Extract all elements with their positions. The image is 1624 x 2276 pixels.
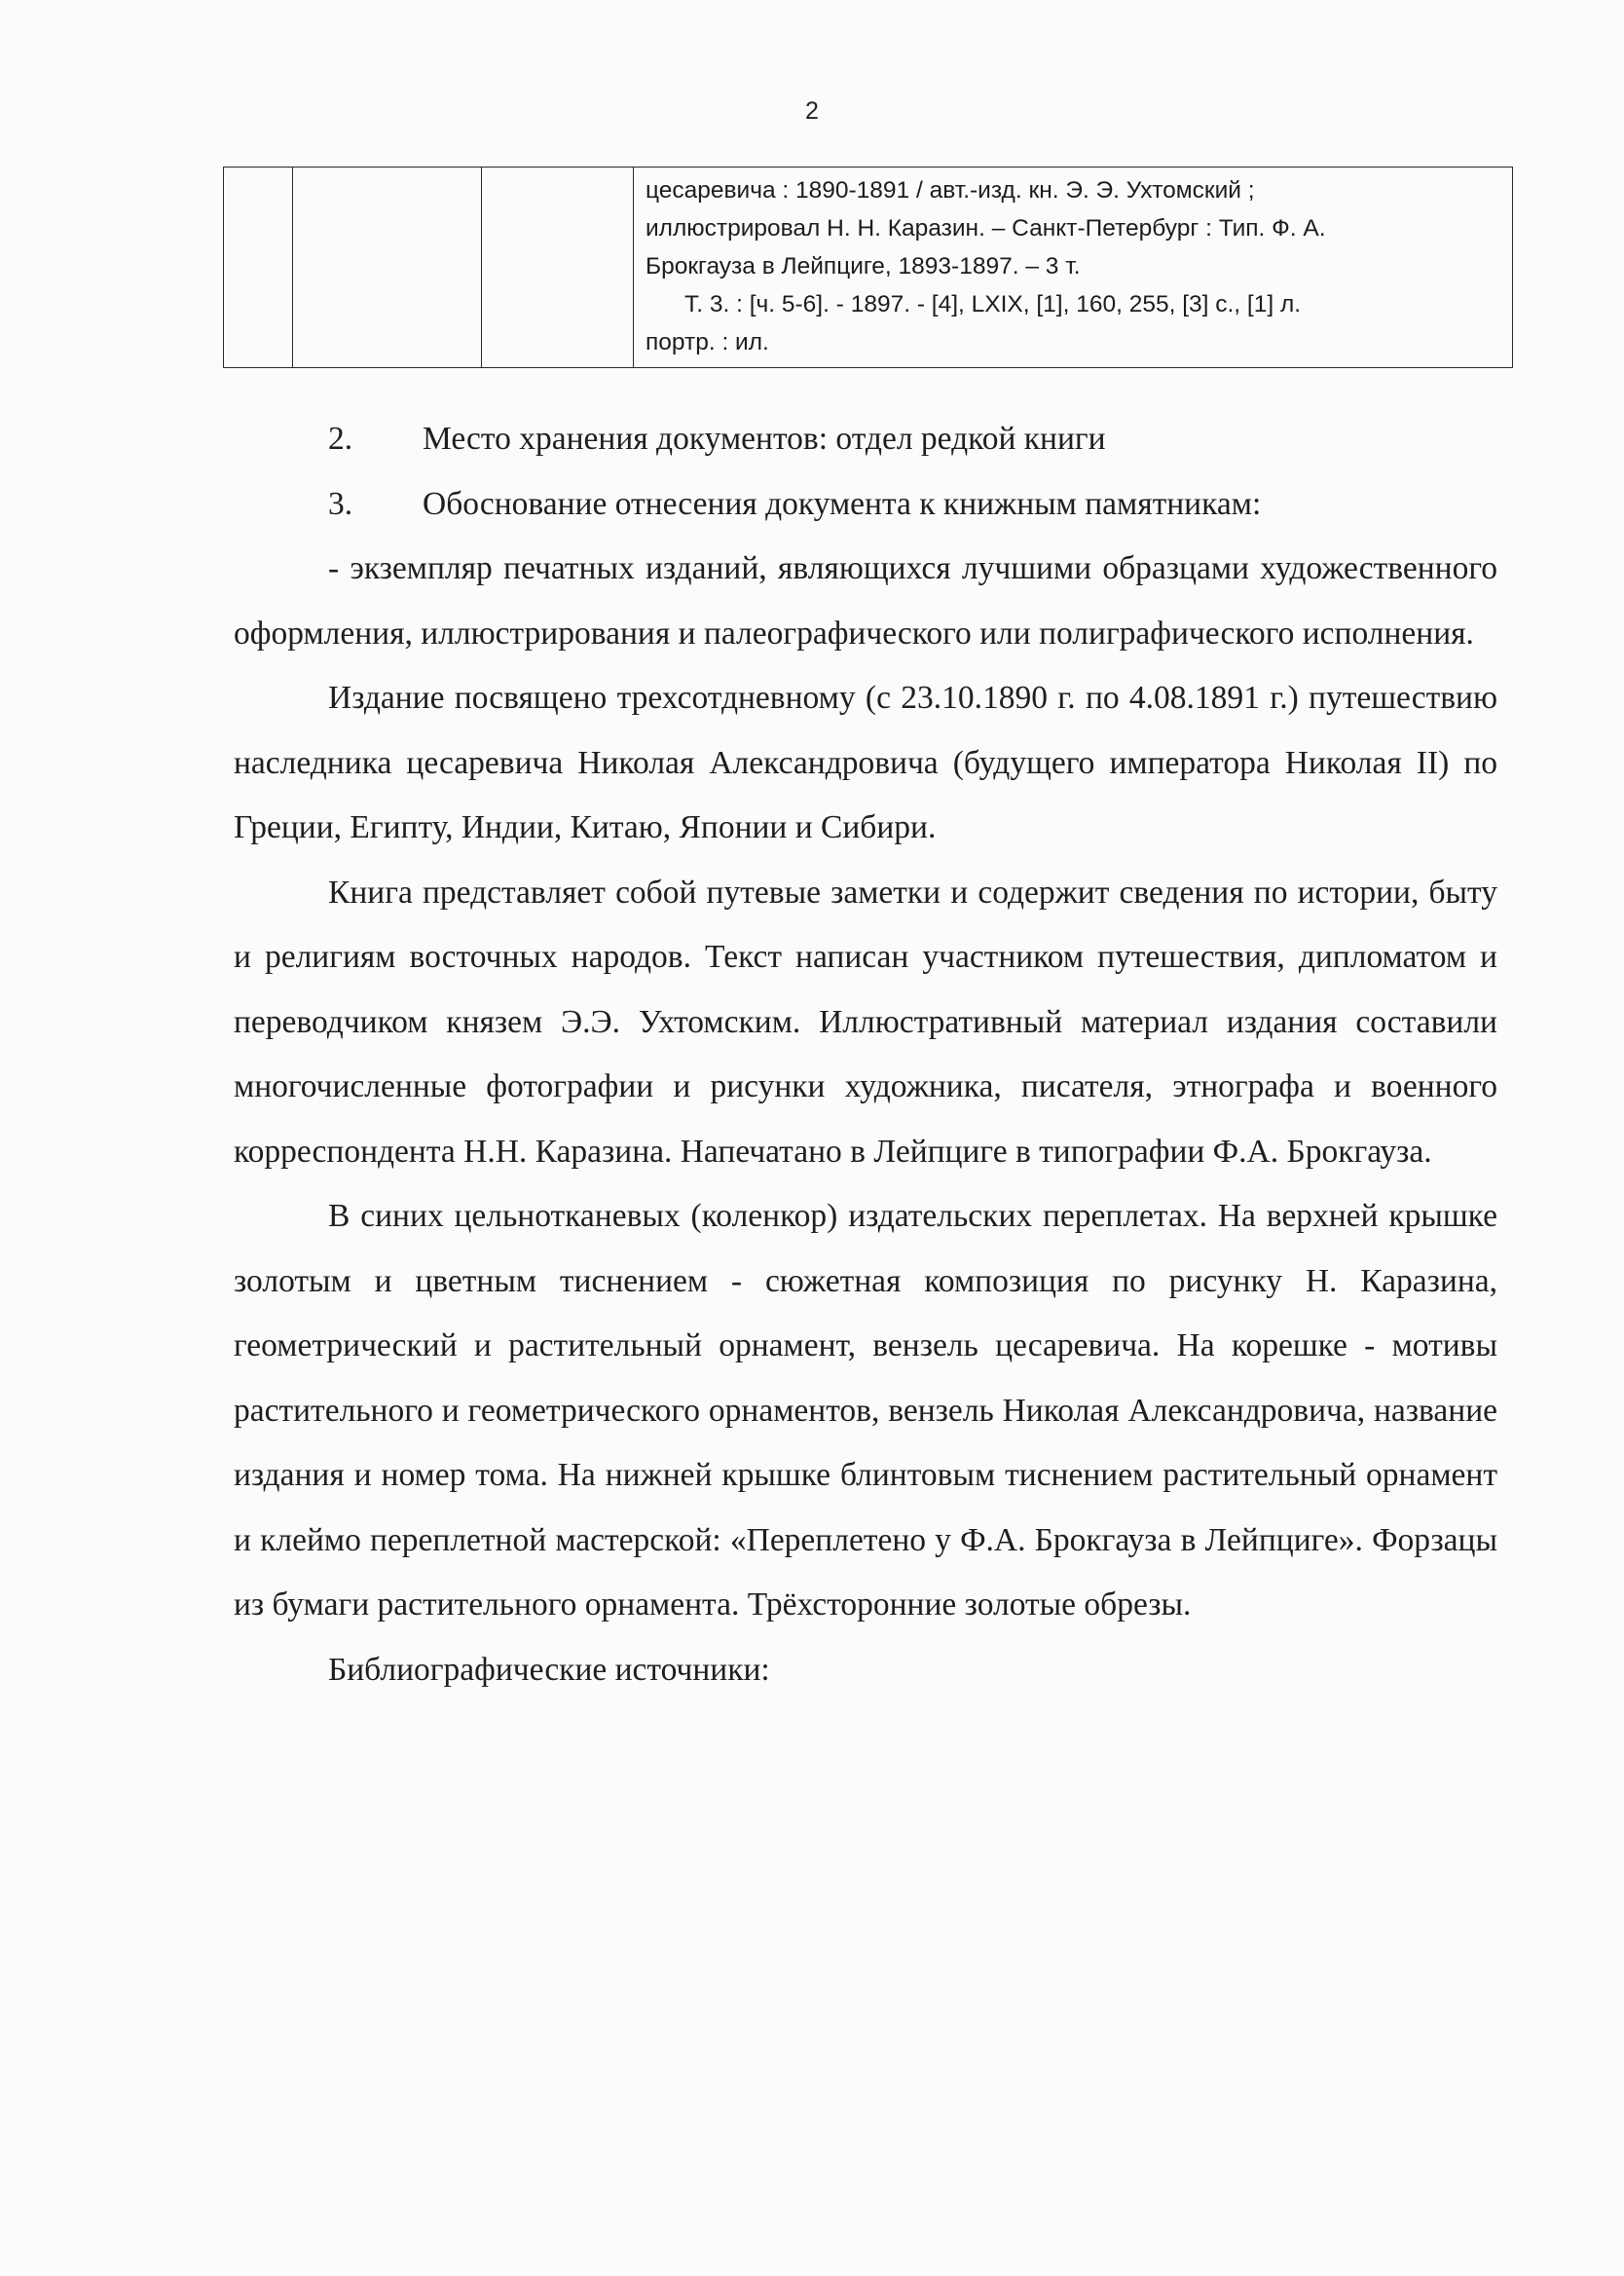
document-body [234,407,1497,1702]
paragraph-content: Книга представляет собой путевые заметки и содержит сведения по истории, быту и религиям восточных народов. Текст написан участником путешествия, дипломатом и переводчиком князем Э.Э. Ухтомским. Иллюстративный материал издания составили многочисленные фотографии и рисунки художника, писателя, этнографа и военного корреспондента Н.Н. Каразина. Напечатано в Лейпциге в типографии Ф.А. Брокгауза. [234,874,1497,1170]
bibliographic-table [223,167,1513,368]
page-number: 2 [805,97,819,125]
item-number: 2. [328,421,353,457]
table-row [224,168,1513,368]
paragraph-edition: Издание посвящено трехсотдневному (с 23.10.1890 г. по 4.08.1891 г.) путешествию наследника цесаревича Николая Александровича (будущего императора Николая II) по Греции, Египту, Индии, Китаю, Японии и Сибири. [234,680,1497,845]
table-cell-number [224,168,293,368]
table-cell-empty [293,168,482,368]
numbered-item-justification [234,472,1497,538]
paragraph-binding: В синих цельнотканевых (коленкор) издательских переплетах. На верхней крышке золотым и цветным тиснением - сюжетная композиция по рисунку Н. Каразина, геометрический и растительный орнамент, вензель цесаревича. На корешке - мотивы растительного и геометрического орнаментов, вензель Николая Александровича, название издания и номер тома. На нижней крышке блинтовым тиснением растительный орнамент и клеймо переплетной мастерской: «Переплетено у Ф.А. Брокгауза в Лейпциге». Форзацы из бумаги растительного орнамента. Трёхсторонние золотые обрезы. [234,1198,1497,1623]
description-line: Т. 3. : [ч. 5-6]. - 1897. - [4], LXIX, [1], 160, 255, [3] с., [1] л. [684,291,1302,317]
description-line: Брокгауза в Лейпциге, 1893-1897. – 3 т. [646,253,1081,280]
table-cell-empty [482,168,634,368]
description-line: портр. : ил. [646,329,769,355]
item-text: Место хранения документов: отдел редкой книги [423,421,1106,457]
paragraph-criteria: - экземпляр печатных изданий, являющихся лучшими образцами художественного оформления, иллюстрирования и палеографического или полиграфического исполнения. [234,550,1497,652]
item-number: 3. [328,485,353,522]
table-cell-description [634,168,1513,368]
description-line: иллюстрировал Н. Н. Каразин. – Санкт-Петербург : Тип. Ф. А. [646,215,1326,242]
item-text: Обоснование отнесения документа к книжным памятникам: [423,485,1262,522]
paragraph-sources-heading: Библиографические источники: [328,1651,770,1688]
numbered-item-storage [234,407,1497,472]
description-line: цесаревича : 1890-1891 / авт.-изд. кн. Э. Э. Ухтомский ; [646,177,1255,204]
